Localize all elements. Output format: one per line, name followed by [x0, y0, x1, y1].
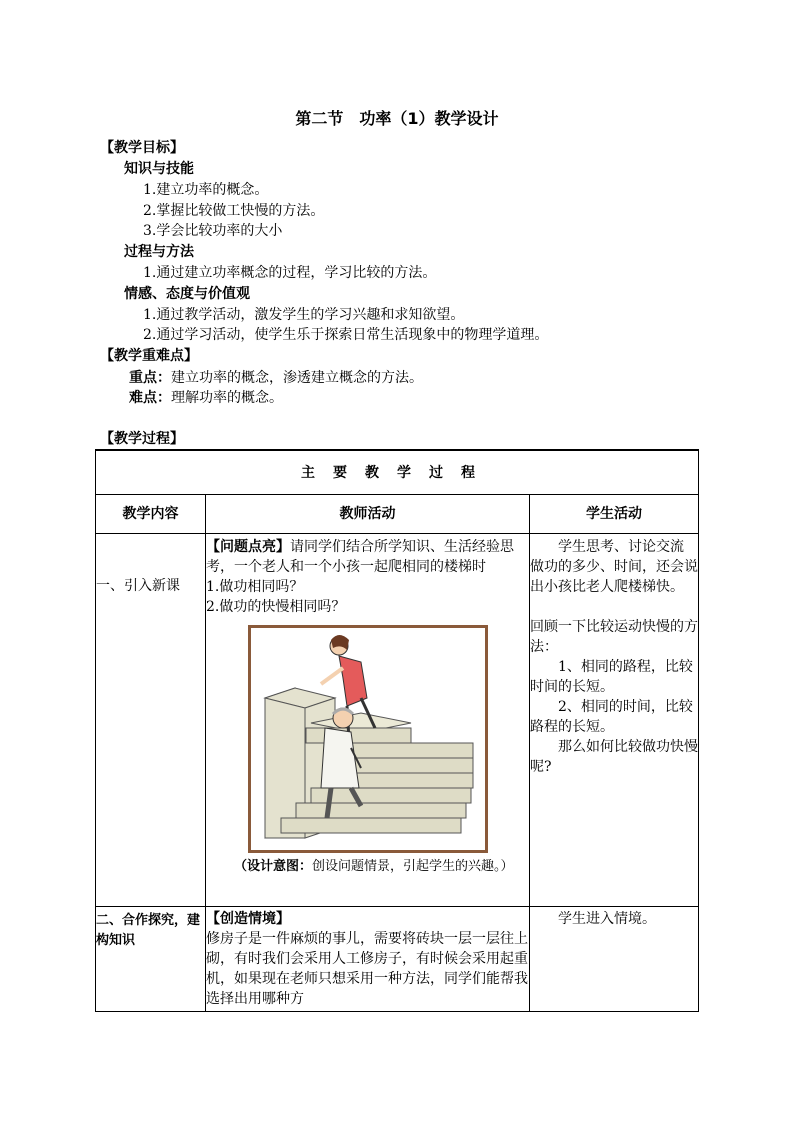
difficulty-label: 难点： [129, 390, 171, 406]
objectives-heading: 【教学目标】 [100, 140, 184, 156]
table-main-header: 主要教学过程 [96, 450, 699, 495]
question-tag: 【问题点亮】 [206, 539, 290, 555]
row1-teacher-cell [206, 534, 530, 907]
knowledge-heading: 知识与技能 [124, 161, 194, 177]
focus-line [129, 368, 423, 388]
question-2: 2.做功的快慢相同吗？ [206, 599, 346, 615]
process-item: 1.通过建立功率概念的过程，学习比较的方法。 [143, 265, 437, 281]
question-intro: 请同学们结合所学知识、生活经验思考，一个老人和一个小孩一起爬相同的楼梯时 [206, 539, 514, 575]
knowledge-item: 2.掌握比较做工快慢的方法。 [143, 203, 325, 219]
row1-student-cell [530, 534, 699, 907]
student-line: 那么如何比较做功快慢呢? [530, 739, 698, 775]
col-header-student: 学生活动 [530, 495, 699, 534]
focus-label: 重点： [129, 370, 171, 386]
knowledge-item: 1.建立功率的概念。 [143, 182, 269, 198]
attitude-item: 2.通过学习活动，使学生乐于探索日常生活现象中的物理学道理。 [143, 327, 549, 343]
scenario-text: 修房子是一件麻烦的事儿，需要将砖块一层一层往上砌，有时我们会采用人工修房子，有时候会采用起重机，如果现在老师只想采用一种方法，同学们能帮我选择出用哪种方 [206, 931, 528, 1007]
row2-content-cell [96, 907, 206, 1012]
process-method-heading: 过程与方法 [124, 244, 194, 260]
focus-text: 建立功率的概念，渗透建立概念的方法。 [171, 370, 423, 386]
question-1: 1.做功相同吗？ [206, 579, 304, 595]
row2-student-cell [530, 907, 699, 1012]
process-heading: 【教学过程】 [100, 431, 184, 447]
col-header-teacher: 教师活动 [206, 495, 530, 534]
row1-label: 一、引入新课 [96, 578, 180, 594]
col-header-content: 教学内容 [96, 495, 206, 534]
difficulty-text: 理解功率的概念。 [171, 390, 283, 406]
student-line: 学生思考、讨论交流 做功的多少、时间，还会说出小孩比老人爬楼梯快。 [530, 539, 698, 595]
teaching-process-table [95, 449, 699, 1012]
scenario-tag: 【创造情境】 [206, 911, 290, 927]
student-line: 2、相同的时间，比较路程的长短。 [530, 699, 693, 735]
row2-teacher-cell [206, 907, 530, 1012]
row1-content-cell [96, 534, 206, 907]
row2-student-text: 学生进入情境。 [558, 911, 656, 927]
attitude-item: 1.通过教学活动，激发学生的学习兴趣和求知欲望。 [143, 307, 465, 323]
page-title: 第二节 功率（1）教学设计 [295, 109, 499, 128]
student-line: 1、相同的路程，比较时间的长短。 [530, 659, 693, 695]
difficulty-line [129, 388, 283, 408]
knowledge-item: 3.学会比较功率的大小 [143, 223, 283, 239]
design-intent [206, 857, 529, 877]
stairs-illustration [248, 625, 488, 853]
row1-teacher-intro [206, 537, 529, 577]
row2-label: 二、合作探究，建构知识 [96, 913, 201, 948]
design-label: （设计意图： [234, 859, 313, 874]
design-text: 创设问题情景，引起学生的兴趣。） [312, 859, 514, 874]
key-points-heading: 【教学重难点】 [100, 348, 198, 364]
student-line: 回顾一下比较运动快慢的方法： [530, 619, 698, 655]
attitude-heading: 情感、态度与价值观 [124, 286, 250, 302]
